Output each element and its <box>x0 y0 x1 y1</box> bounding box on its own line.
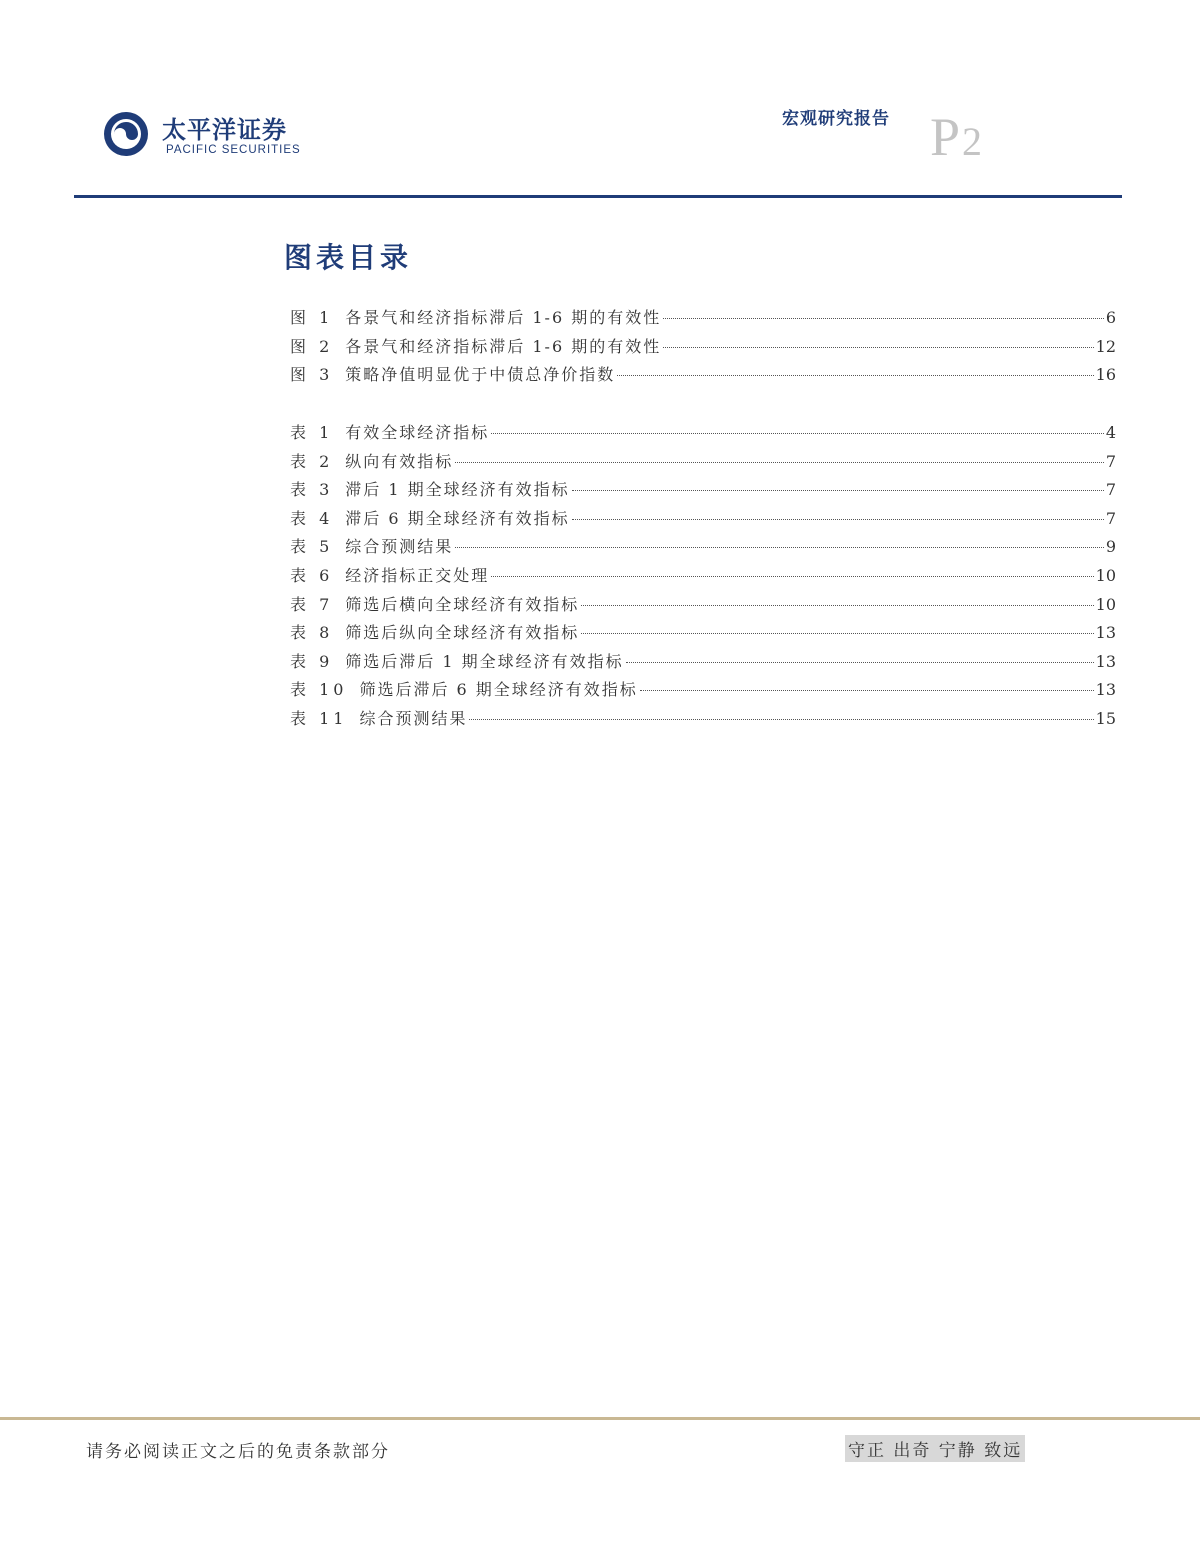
table-entry-title: 综合预测结果 <box>345 537 454 557</box>
dot-leader <box>469 719 1093 720</box>
logo-english-name: PACIFIC SECURITIES <box>166 144 301 156</box>
table-entry-page: 10 <box>1095 594 1116 614</box>
table-entry-number: 表 7 <box>290 594 334 614</box>
dot-leader <box>581 633 1093 634</box>
figure-entry-label <box>290 334 661 357</box>
dot-leader <box>617 375 1093 376</box>
figure-entry-title: 各景气和经济指标滞后 1-6 期的有效性 <box>345 336 662 356</box>
figure-entry-label <box>290 362 615 385</box>
footer-divider <box>0 1417 1200 1420</box>
table-entry-title: 有效全球经济指标 <box>345 423 490 442</box>
logo-emblem-icon <box>80 82 160 182</box>
table-entry-label <box>290 592 579 615</box>
table-entry-page: 9 <box>1105 537 1116 557</box>
dot-leader <box>455 462 1104 463</box>
table-entry-label <box>290 449 453 472</box>
table-entry-label <box>290 420 489 443</box>
table-entry-number: 表 1 <box>290 423 334 442</box>
dot-leader <box>572 519 1104 520</box>
table-entry[interactable] <box>290 649 1116 678</box>
figure-entry-label <box>290 305 661 328</box>
dot-leader <box>455 547 1104 548</box>
table-entry-label <box>290 534 453 557</box>
figure-entry-number: 图 1 <box>290 308 334 327</box>
figure-entry-title: 策略净值明显优于中债总净价指数 <box>345 365 616 385</box>
logo-chinese-name: 太平洋证券 <box>162 116 287 144</box>
figure-entry[interactable] <box>290 362 1116 391</box>
table-entry-number: 表 10 <box>290 680 348 700</box>
figure-entry-page: 12 <box>1095 336 1116 356</box>
table-entry[interactable] <box>290 449 1116 478</box>
table-entry-label <box>290 506 570 529</box>
table-entry-page: 7 <box>1105 508 1116 528</box>
table-entry-number: 表 8 <box>290 623 334 643</box>
dot-leader <box>581 605 1093 606</box>
table-entry[interactable] <box>290 677 1116 706</box>
table-entry-label <box>290 649 624 672</box>
dot-leader <box>491 576 1093 577</box>
table-entry-number: 表 11 <box>290 708 348 728</box>
table-entry-number: 表 4 <box>290 508 334 528</box>
table-entry-number: 表 2 <box>290 451 334 471</box>
dot-leader <box>663 347 1093 348</box>
table-entry-label <box>290 620 579 643</box>
table-entry[interactable] <box>290 592 1116 621</box>
toc-title: 图表目录 <box>284 241 413 274</box>
company-motto: 守正 出奇 宁静 致远 <box>845 1435 1025 1462</box>
page-number-value: 2 <box>962 119 983 164</box>
table-entry[interactable] <box>290 420 1116 449</box>
table-entry-number: 表 3 <box>290 480 334 500</box>
figure-entry-title: 各景气和经济指标滞后 1-6 期的有效性 <box>345 308 662 327</box>
table-entry-label <box>290 706 467 729</box>
figure-entry[interactable] <box>290 305 1116 334</box>
page-number-prefix: P <box>930 107 961 167</box>
dot-leader <box>491 433 1104 434</box>
table-entry[interactable] <box>290 477 1116 506</box>
table-entry[interactable] <box>290 563 1116 592</box>
figure-entry-number: 图 3 <box>290 365 334 385</box>
table-entry-label <box>290 677 638 700</box>
dot-leader <box>640 690 1094 691</box>
table-entry-title: 滞后 6 期全球经济有效指标 <box>345 508 570 528</box>
dot-leader <box>663 318 1104 319</box>
dot-leader <box>626 662 1094 663</box>
table-entry-label <box>290 477 570 500</box>
table-entry-page: 13 <box>1095 623 1116 643</box>
table-entry-title: 筛选后滞后 1 期全球经济有效指标 <box>345 651 624 671</box>
table-entry-title: 经济指标正交处理 <box>345 565 490 585</box>
table-entry[interactable] <box>290 534 1116 563</box>
figure-entry-page: 16 <box>1095 365 1116 385</box>
table-entry-title: 筛选后纵向全球经济有效指标 <box>345 623 580 643</box>
table-entry-page: 10 <box>1095 565 1116 585</box>
table-entry-label <box>290 563 489 586</box>
page-number <box>930 107 983 167</box>
table-entry-page: 13 <box>1095 651 1116 671</box>
disclaimer-note: 请务必阅读正文之后的免责条款部分 <box>86 1442 390 1462</box>
company-logo <box>80 82 320 182</box>
figure-list <box>290 305 1116 391</box>
table-entry-title: 纵向有效指标 <box>345 451 454 471</box>
table-entry-number: 表 9 <box>290 651 334 671</box>
table-entry-number: 表 6 <box>290 565 334 585</box>
table-entry-page: 4 <box>1105 423 1116 442</box>
table-entry[interactable] <box>290 620 1116 649</box>
report-type: 宏观研究报告 <box>782 109 890 129</box>
table-entry-title: 筛选后滞后 6 期全球经济有效指标 <box>359 680 638 700</box>
table-entry-title: 滞后 1 期全球经济有效指标 <box>345 480 570 500</box>
figure-entry-page: 6 <box>1105 308 1116 327</box>
table-entry-title: 筛选后横向全球经济有效指标 <box>345 594 580 614</box>
table-entry[interactable] <box>290 506 1116 535</box>
figure-entry[interactable] <box>290 334 1116 363</box>
table-entry-page: 13 <box>1095 680 1116 700</box>
table-entry-number: 表 5 <box>290 537 334 557</box>
table-entry-title: 综合预测结果 <box>359 708 468 728</box>
figure-entry-number: 图 2 <box>290 336 334 356</box>
dot-leader <box>572 490 1104 491</box>
table-entry-page: 15 <box>1095 708 1116 728</box>
table-entry[interactable] <box>290 706 1116 735</box>
header-divider <box>74 195 1122 198</box>
table-entry-page: 7 <box>1105 480 1116 500</box>
table-list <box>290 420 1116 735</box>
table-entry-page: 7 <box>1105 451 1116 471</box>
